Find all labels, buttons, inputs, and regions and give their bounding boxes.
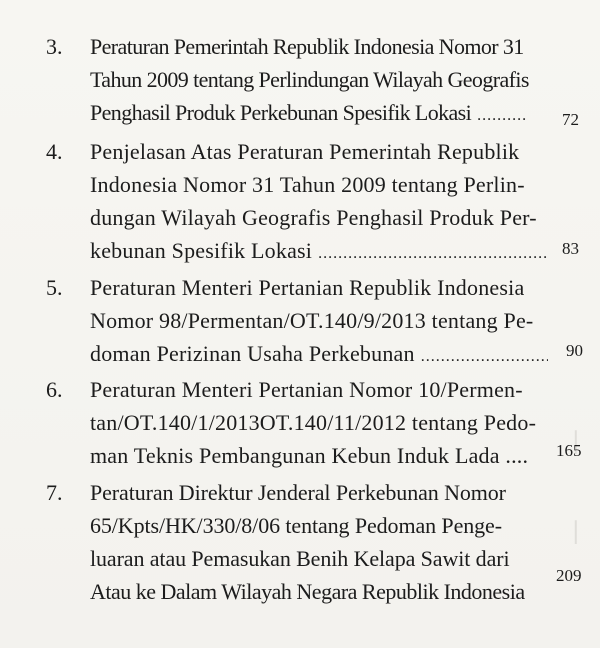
entry-line: Atau ke Dalam Wilayah Negara Republik Indonesia [90, 579, 525, 604]
entry-number: 4. [46, 139, 63, 164]
entry-line: man Teknis Pembangunan Kebun Induk Lada .... [90, 443, 529, 468]
entry-line: Peraturan Pemerintah Republik Indonesia Nomor 31 [90, 34, 524, 59]
entry-line: Penghasil Produk Perkebunan Spesifik Lokasi [90, 100, 472, 125]
entry-title [90, 30, 550, 129]
leader-dots [477, 99, 527, 132]
show-through-mark: ▏ [575, 432, 591, 454]
entry-line: luaran atau Pemasukan Benih Kelapa Sawit dari [90, 546, 510, 571]
entry-line: Indonesia Nomor 31 Tahun 2009 tentang Perlin- [90, 172, 525, 197]
entry-line: 65/Kpts/HK/330/8/06 tentang Pedoman Penge- [90, 513, 502, 538]
entry-title [90, 271, 550, 370]
entry-page-number: 90 [566, 341, 583, 360]
entry-page-number: 209 [556, 566, 582, 585]
entry-page-number: 72 [562, 110, 579, 129]
entry-line: Penjelasan Atas Peraturan Pemerintah Republik [90, 139, 520, 164]
entry-line: doman Perizinan Usaha Perkebunan [90, 341, 415, 366]
entry-line: kebunan Spesifik Lokasi [90, 238, 313, 263]
entry-number: 5. [46, 275, 63, 300]
entry-line: Nomor 98/Permentan/OT.140/9/2013 tentang Pe- [90, 308, 534, 333]
entry-line: dungan Wilayah Geografis Penghasil Produk Per- [90, 205, 537, 230]
show-through-mark: ▏ [575, 522, 591, 544]
entry-page-number: 165 [556, 441, 582, 460]
entry-page-number: 83 [562, 239, 579, 258]
leader-dots [318, 237, 548, 270]
entry-title [90, 476, 550, 608]
entry-line: Peraturan Menteri Pertanian Republik Indonesia [90, 275, 525, 300]
entry-number: 7. [46, 480, 63, 505]
entry-number: 3. [46, 34, 63, 59]
leader-dots [421, 340, 548, 373]
entry-number: 6. [46, 377, 63, 402]
entry-line: Peraturan Menteri Pertanian Nomor 10/Permen- [90, 377, 523, 402]
entry-line: Tahun 2009 tentang Perlindungan Wilayah Geografis [90, 67, 529, 92]
entry-line: Peraturan Direktur Jenderal Perkebunan Nomor [90, 480, 506, 505]
entry-title [90, 373, 550, 472]
entry-line: tan/OT.140/1/2013OT.140/11/2012 tentang Pedo- [90, 410, 537, 435]
entry-title [90, 135, 550, 267]
